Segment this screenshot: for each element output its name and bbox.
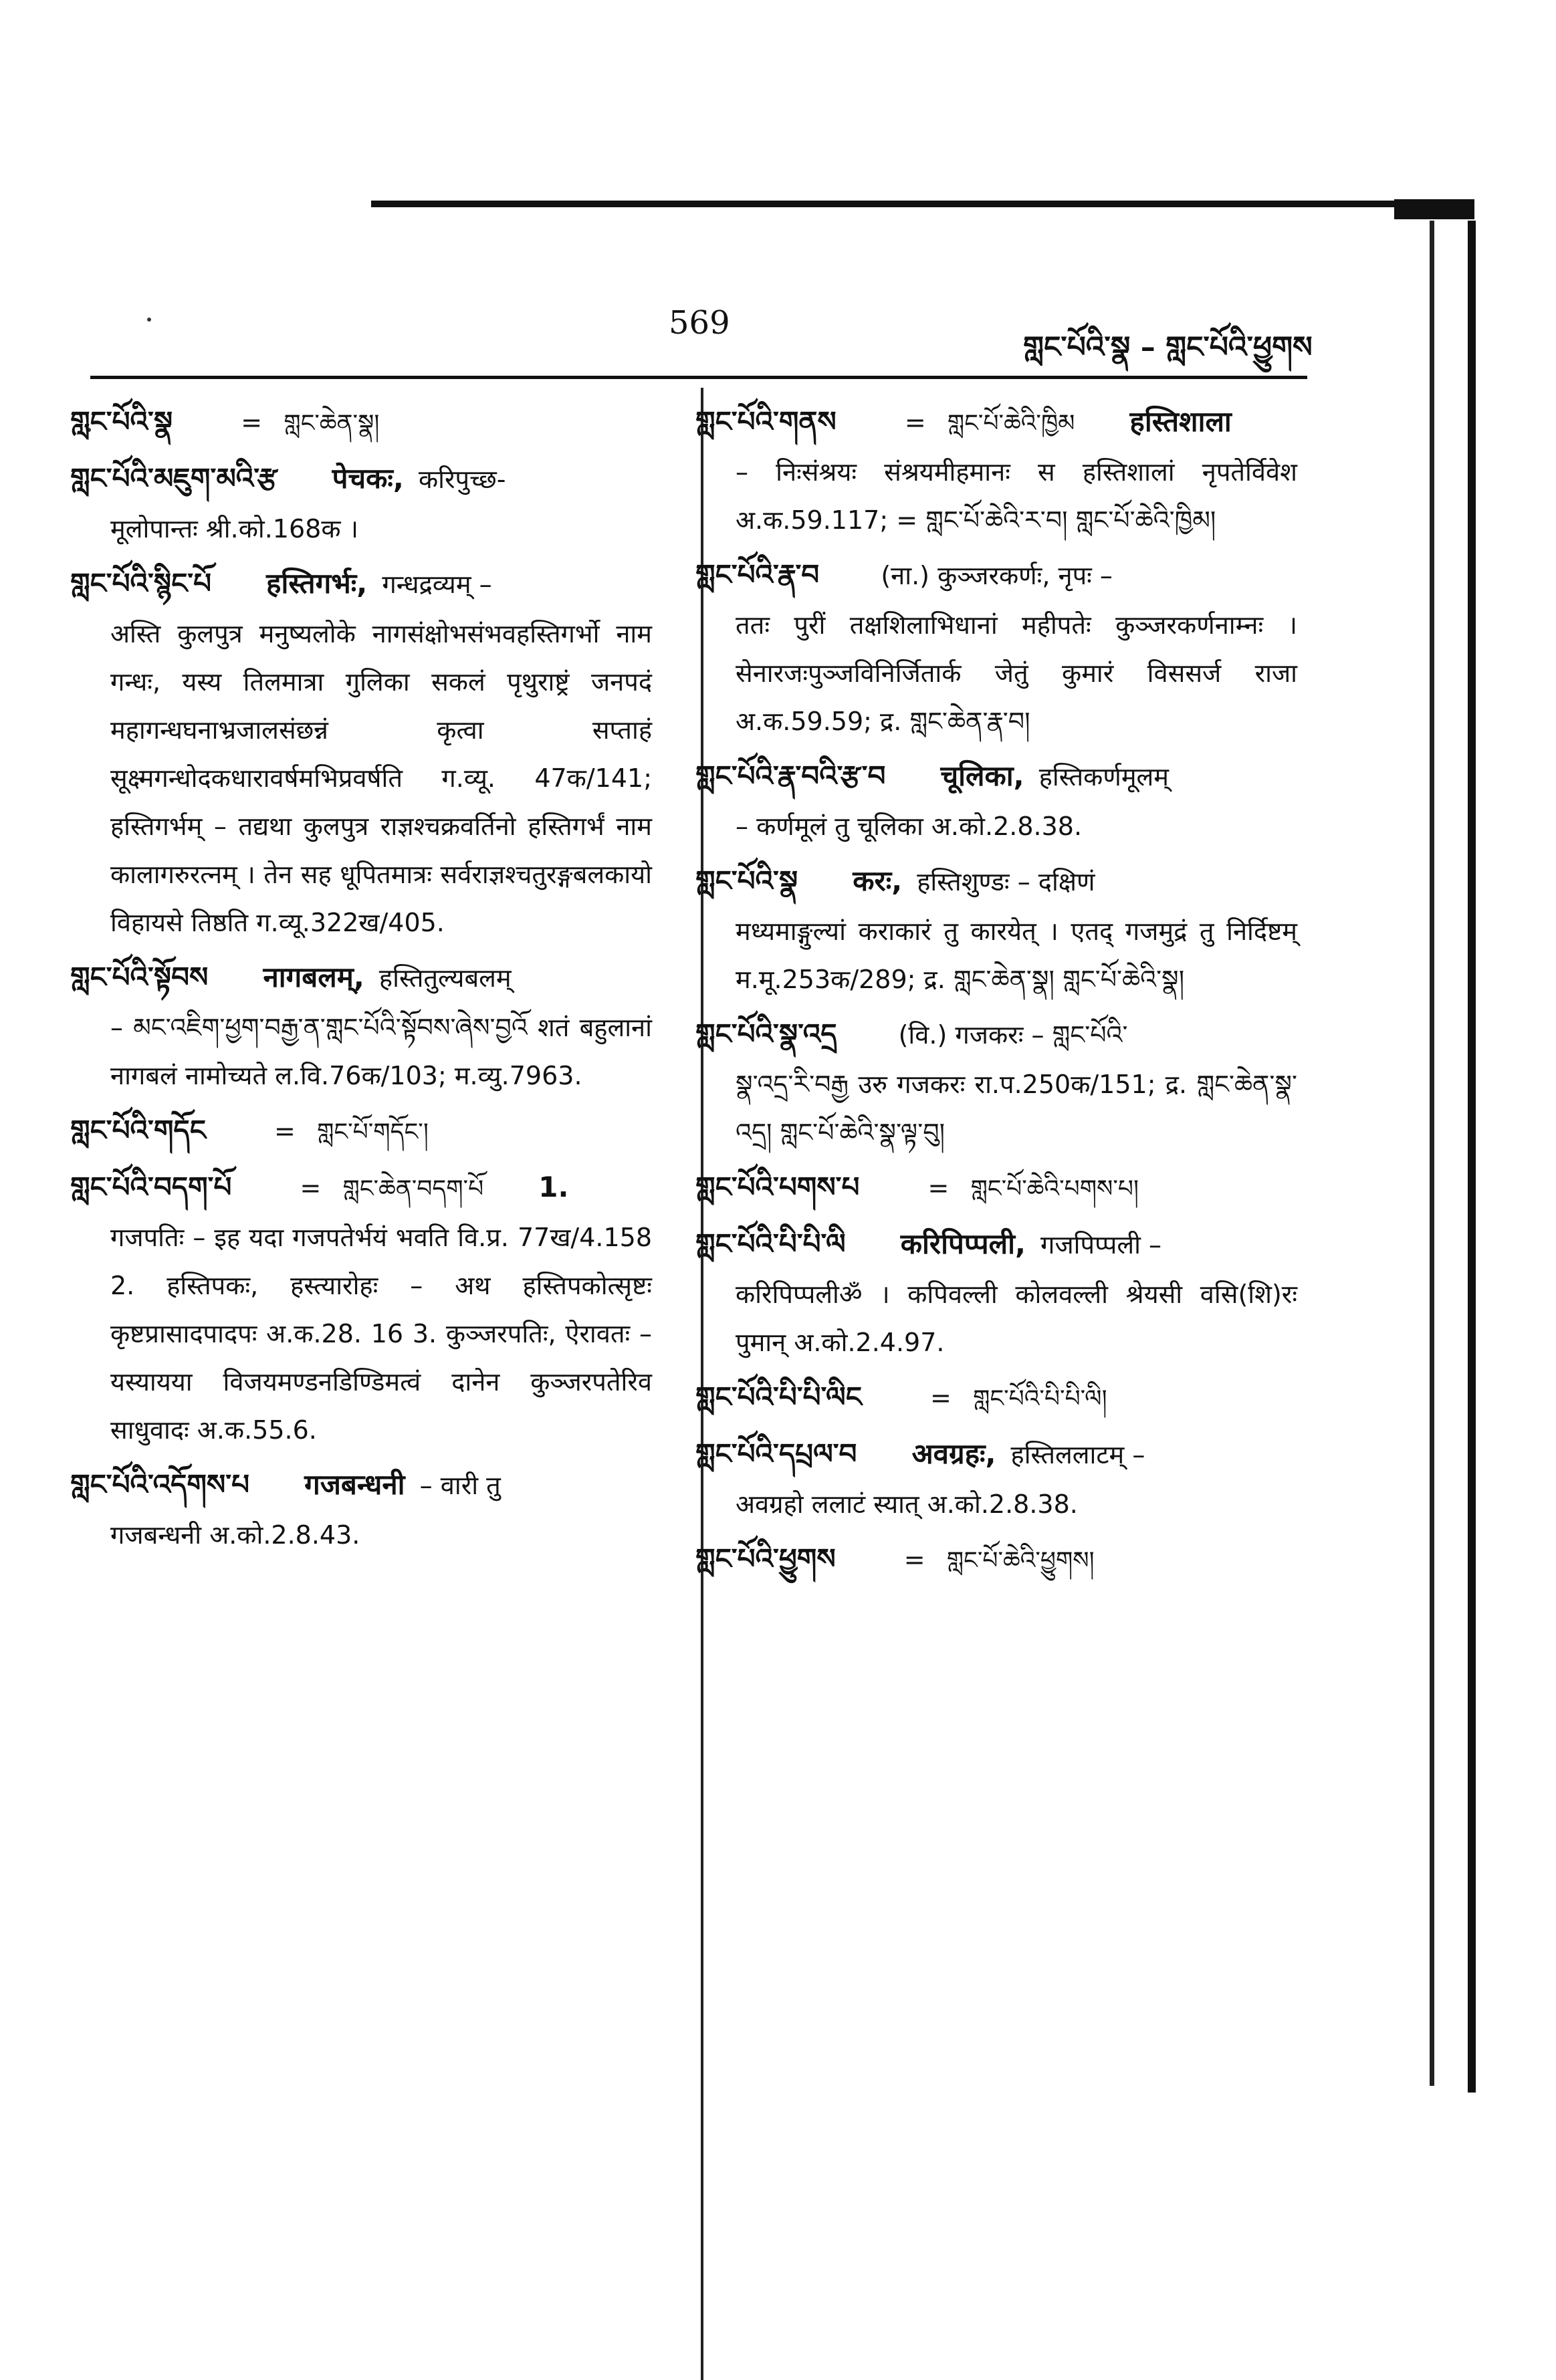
entry-headline <box>70 455 652 505</box>
dictionary-entry <box>70 1163 652 1454</box>
equals-sign: = <box>904 408 926 437</box>
entry-headword: གླང་པོའི་རྣ་བ <box>695 558 820 591</box>
sanskrit-equivalent: चूलिका, <box>940 759 1024 792</box>
entry-headline <box>695 752 1297 802</box>
equivalent-term: གླང་པོ་གདོང་། <box>316 1118 429 1146</box>
entry-headword: གླང་པོའི་རྣ་བའི་རྩ་བ <box>695 759 886 792</box>
dictionary-entry <box>695 1430 1297 1528</box>
sanskrit-equivalent: अवग्रहः, <box>911 1437 996 1470</box>
entry-definition: गजपतिः – इह यदा गजपतेर्भयं भवति वि.प्र. 77ख/4.158 2. हस्तिपकः, हस्त्यारोहः – अथ हस्तिपकोत्सृष्टः कृष्टप्रासादपादपः अ.क.28. 16 3. कुञ्जरपतिः, ऐरावतः – यस्यायया विजयमण्डनडिण्डिमत्वं दानेन कुञ्जरपतेरिव साधुवादः अ.क.55.6. <box>110 1223 652 1445</box>
entry-headword: གླང་པོའི་སྣ་འདྲ <box>695 1018 837 1050</box>
entry-headline <box>695 1010 1297 1060</box>
dictionary-entry <box>695 1373 1297 1423</box>
entry-headword: གླང་པོའི་མཇུག་མའི་རྩ <box>70 462 277 495</box>
entry-headword: གླང་པོའི་སྣ <box>70 405 173 438</box>
equivalent-term: གླང་པོ་ཆེའི་ཕྱུགས། <box>946 1547 1095 1574</box>
entry-headline <box>695 1373 1297 1423</box>
entry-headline <box>70 560 652 610</box>
equivalent-term: གླང་པོའི་པི་པི་ལི། <box>972 1385 1107 1413</box>
entry-headline <box>695 857 1297 907</box>
running-head: གླང་པོའི་སྣ – གླང་པོའི་ཕྱུགས <box>1023 330 1313 364</box>
gloss-text: गजपिप्पली – <box>1040 1230 1162 1260</box>
entry-headword: གླང་པོའི་སྣ <box>695 864 798 897</box>
entry-definition: मध्यमाङ्गुल्यां कराकारं तु कारयेत् । एतद् गजमुद्रं तु निर्दिष्टम् म.मू.253क/289; द्र. གླང་ཆེན་སྣ། གླང་པོ་ཆེའི་སྣ། <box>736 917 1297 994</box>
entry-headline <box>695 1430 1297 1480</box>
equals-sign: = <box>903 1545 925 1574</box>
equals-sign: = <box>241 408 263 437</box>
entry-headline <box>70 1106 652 1157</box>
equivalent-term: གླང་པོ་ཆེའི་པགས་པ། <box>970 1175 1139 1203</box>
entry-headword: གླང་པོའི་སྟོབས <box>70 961 209 993</box>
dictionary-entry <box>695 551 1297 745</box>
equivalent-term: གླང་ཆེན་བདག་པོ <box>342 1175 484 1203</box>
top-rule <box>371 201 1473 207</box>
gloss-text: हस्तितुल्यबलम् <box>378 963 512 993</box>
sanskrit-equivalent: 1. <box>538 1171 569 1203</box>
gloss-text: हस्तिशुण्डः – दक्षिणं <box>917 867 1095 897</box>
entry-headword: གླང་པོའི་སྙིང་པོ <box>70 567 212 600</box>
gloss-text: (ना.) कुञ्जरकर्णः, नृपः – <box>881 561 1113 590</box>
dictionary-entry <box>70 953 652 1100</box>
entry-headline <box>695 551 1297 601</box>
entry-headword: གླང་པོའི་པི་པི་ལིང <box>695 1381 862 1413</box>
entry-headword: གླང་པོའི་གདོང <box>70 1114 206 1147</box>
sanskrit-equivalent: हस्तिगर्भः, <box>266 567 368 600</box>
dictionary-entry <box>695 752 1297 850</box>
dictionary-entry <box>695 857 1297 1003</box>
equals-sign: = <box>927 1173 950 1203</box>
entry-headline <box>695 398 1297 448</box>
sanskrit-equivalent: करः, <box>853 864 903 897</box>
entry-headline <box>70 1163 652 1213</box>
entry-headword: གླང་པོའི་འདོགས་པ <box>70 1468 250 1501</box>
sanskrit-equivalent: पेचकः, <box>332 462 404 495</box>
gloss-text: (वि.) गजकरः – གླང་པོའི་ <box>898 1020 1128 1050</box>
dictionary-entry <box>695 1010 1297 1157</box>
page-edge-line <box>1430 221 1434 2086</box>
entry-definition: – निःसंश्रयः संश्रयमीहमानः स हस्तिशालां नृपतेर्विवेश अ.क.59.117; = གླང་པོ་ཆེའི་ར་བ། གླང་པོ་ཆེའི་ཁྱིམ། <box>736 457 1297 535</box>
entry-definition: अस्ति कुलपुत्र मनुष्यलोके नागसंक्षोभसंभवहस्तिगर्भो नाम गन्धः, यस्य तिलमात्रा गुलिका सकलं पृथुराष्ट्रं जनपदं महागन्धघनाभ्रजालसंछन्नं कृत्वा सप्ताहं सूक्ष्मगन्धोदकधारावर्षमभिप्रवर्षति ग.व्यू. 47क/141; हस्तिगर्भम् – तद्यथा कुलपुत्र राज्ञश्चक्रवर्तिनो हस्तिगर्भं नाम कालागरुरत्नम् । तेन सह धूपितमात्रः सर्वराज्ञश्चतुरङ्गबलकायो विहायसे तिष्ठति ग.व्यू.322ख/405. <box>110 619 652 937</box>
header-rule <box>90 376 1307 379</box>
gloss-text: गन्धद्रव्यम् – <box>382 570 492 599</box>
sanskrit-equivalent: हस्तिशाला <box>1129 405 1232 438</box>
gloss-text: हस्तिकर्णमूलम् <box>1038 762 1170 792</box>
dictionary-entry <box>70 1106 652 1157</box>
entry-definition: – མང་འཇིག་ཕྱག་བརྒྱ་ན་གླང་པོའི་སྟོབས་ཞེས་བྱའོ शतं बहुलानां नागबलं नामोच्यते ल.वि.76क/103; म.व्यु.7963. <box>110 1013 652 1090</box>
equals-sign: = <box>274 1116 296 1146</box>
dictionary-entry <box>70 1461 652 1559</box>
page-number: 569 <box>669 304 730 342</box>
sanskrit-equivalent: करिपिप्पली, <box>900 1227 1026 1260</box>
top-rule-block <box>1394 199 1474 219</box>
entry-headword: གླང་པོའི་དཔྲལ་བ <box>695 1437 857 1470</box>
entry-headword: གླང་པོའི་ཕྱུགས <box>695 1542 836 1575</box>
equivalent-term: གླང་ཆེན་སྣ། <box>284 410 380 437</box>
gloss-text: करिपुच्छ- <box>418 465 506 494</box>
dictionary-entry <box>695 1535 1297 1585</box>
entry-headline <box>695 1535 1297 1585</box>
entry-definition: मूलोपान्तः श्री.को.168क । <box>110 514 359 544</box>
dictionary-entry <box>70 560 652 947</box>
stray-dot <box>147 318 151 322</box>
entry-headline <box>70 1461 652 1511</box>
equivalent-term: གླང་པོ་ཆེའི་ཁྱིམ <box>947 410 1075 437</box>
entry-definition: སྣ་འདྲ་རི་བརྒྱ उरु गजकरः रा.प.250क/151; द्र. གླང་ཆེན་སྣ་འདྲ། གླང་པོ་ཆེའི་སྣ་ལྟ་བུ། <box>736 1070 1297 1147</box>
entry-headline <box>70 398 652 448</box>
dictionary-entry <box>695 398 1297 544</box>
entry-definition: ततः पुरीं तक्षशिलाभिधानां महीपतेः कुञ्जरकर्णनाम्नः । सेनारजःपुञ्जविनिर्जितार्क जेतुं कुमारं विससर्ज राजा अ.क.59.59; द्र. གླང་ཆེན་རྣ་བ། <box>736 610 1297 736</box>
entry-headword: གླང་པོའི་བདག་པོ <box>70 1171 232 1203</box>
entry-headline <box>695 1163 1297 1213</box>
entry-headword: གླང་པོའི་གནས <box>695 405 837 438</box>
dictionary-entry <box>70 455 652 553</box>
entry-headword: གླང་པོའི་པི་པི་ལི <box>695 1227 846 1260</box>
right-column <box>695 398 1297 1592</box>
equals-sign: = <box>930 1383 952 1413</box>
dictionary-entry <box>695 1220 1297 1366</box>
sanskrit-equivalent: गजबन्धनी <box>304 1468 405 1501</box>
dictionary-entry <box>695 1163 1297 1213</box>
dictionary-entry <box>70 398 652 448</box>
left-column <box>70 398 652 1566</box>
entry-headword: གླང་པོའི་པགས་པ <box>695 1171 860 1203</box>
entry-headline <box>70 953 652 1003</box>
equals-sign: = <box>300 1173 322 1203</box>
entry-headline <box>695 1220 1297 1270</box>
entry-definition: अवग्रहो ललाटं स्यात् अ.को.2.8.38. <box>736 1490 1078 1519</box>
entry-definition: – कर्णमूलं तु चूलिका अ.को.2.8.38. <box>736 812 1083 841</box>
page-edge-shadow <box>1468 221 1476 2093</box>
gloss-text: हस्तिललाटम् – <box>1010 1440 1145 1469</box>
entry-definition: गजबन्धनी अ.को.2.8.43. <box>110 1520 360 1550</box>
gloss-text: – वारी तु <box>419 1471 501 1500</box>
entry-definition: करिपिप्पलीॐ । कपिवल्ली कोलवल्ली श्रेयसी वसि(शि)रः पुमान् अ.को.2.4.97. <box>736 1280 1297 1357</box>
sanskrit-equivalent: नागबलम्, <box>263 961 364 993</box>
